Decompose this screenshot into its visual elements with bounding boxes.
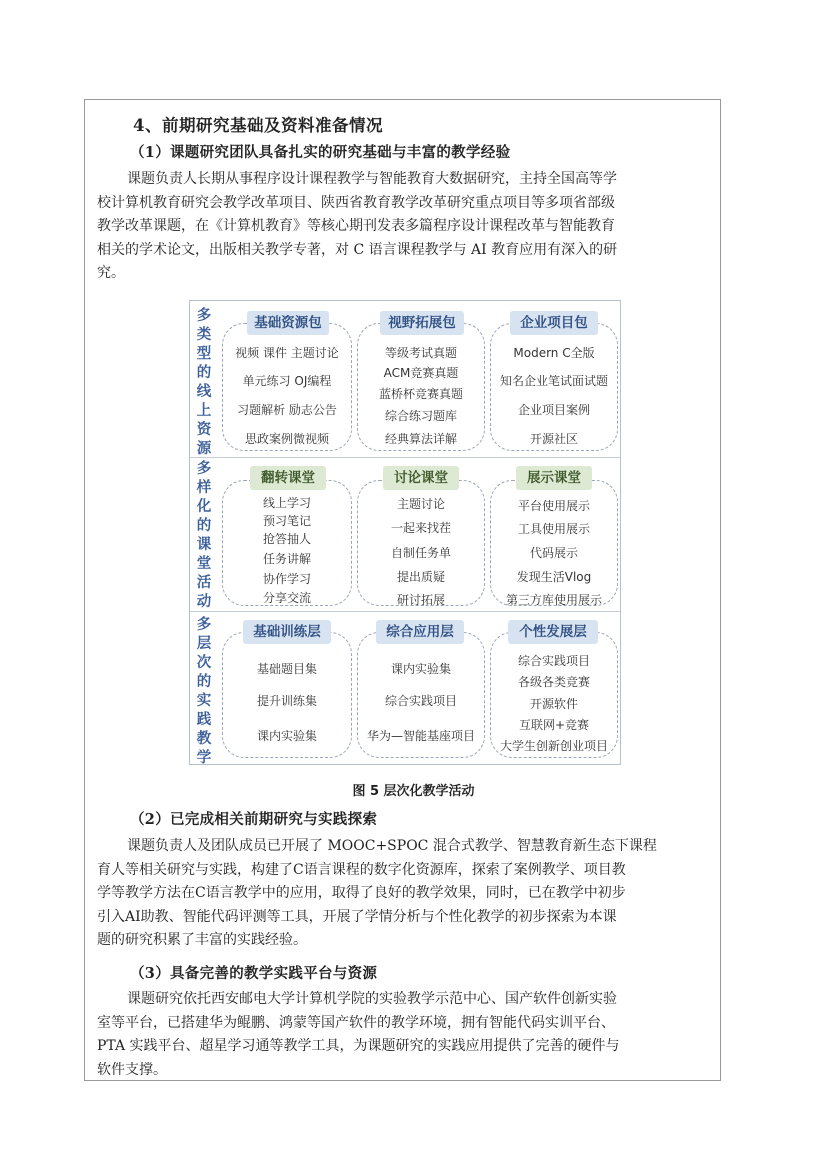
group-item: 知名企业笔试面试题 [499, 374, 608, 388]
paragraph-line: 校计算机教育研究会教学改革项目、陕西省教育教学改革研究重点项目等多项省部级 [97, 194, 615, 211]
group-item: 自制任务单 [390, 546, 451, 560]
group-item: 课内实验集 [390, 662, 451, 676]
subsection-2-title: （2）已完成相关前期研究与实践探索 [130, 811, 378, 828]
subsection-1-paragraph [97, 168, 709, 286]
group-item: 各级各类竞赛 [517, 675, 590, 689]
group-item: 综合实践项目 [384, 694, 457, 708]
paragraph-line: 学等教学方法在C语言教学中的应用，取得了良好的教学效果，同时，已在教学中初步 [97, 885, 626, 902]
group-item: 综合实践项目 [517, 654, 590, 668]
section-title: 4、前期研究基础及资料准备情况 [133, 116, 383, 135]
group-item: 工具使用展示 [517, 522, 590, 536]
group-item: 分享交流 [262, 591, 311, 605]
figure-row-online-resources [190, 301, 620, 457]
group-item: 思政案例微视频 [244, 432, 329, 446]
group-item: 视频 课件 主题讨论 [235, 346, 339, 360]
subsection-3-title: （3）具备完善的教学实践平台与资源 [130, 965, 378, 982]
group-item: 预习笔记 [262, 514, 311, 528]
group-item: 开源社区 [529, 432, 578, 446]
group-item: 蓝桥杯竞赛真题 [378, 387, 463, 401]
group-item: 经典算法详解 [384, 432, 457, 446]
group-title: 讨论课堂 [383, 466, 459, 490]
group-item: 平台使用展示 [517, 499, 590, 513]
group-title: 展示课堂 [516, 466, 592, 490]
group-item: 第三方库使用展示 [505, 593, 602, 607]
group-item: 线上学习 [262, 496, 311, 510]
group-item: 习题解析 励志公告 [237, 403, 337, 417]
group-item: 抢答抽人 [262, 532, 311, 546]
group-item: 企业项目案例 [517, 403, 590, 417]
group-title: 基础训练层 [243, 620, 331, 644]
group-item: 提升训练集 [256, 694, 317, 708]
group-title: 基础资源包 [247, 311, 329, 335]
group-title: 企业项目包 [510, 311, 598, 335]
group-item: 课内实验集 [256, 729, 317, 743]
group-item: 任务讲解 [262, 552, 311, 566]
paragraph-line: 教学改革课题，在《计算机教育》等核心期刊发表多篇程序设计课程改革与智能教育 [97, 218, 615, 235]
group-item: 单元练习 OJ编程 [242, 374, 332, 388]
paragraph-line: 软件支撑。 [97, 1061, 167, 1078]
paragraph-line: PTA 实践平台、超星学习通等教学工具，为课题研究的实践应用提供了完善的硬件与 [97, 1038, 620, 1055]
teaching-activity-figure [189, 300, 621, 765]
group-item: ACM竞赛真题 [383, 366, 459, 380]
paragraph-line: 室等平台，已搭建华为鲲鹏、鸿蒙等国产软件的教学环境，拥有智能代码实训平台、 [97, 1014, 615, 1031]
group-item: 综合练习题库 [384, 409, 457, 423]
group-item: 华为—智能基座项目 [366, 729, 475, 743]
group-item: 发现生活Vlog [516, 570, 592, 584]
paragraph-line: 题的研究积累了丰富的实践经验。 [97, 932, 307, 949]
figure-caption: 图 5 层次化教学活动 [352, 784, 475, 799]
subsection-3-paragraph [97, 988, 709, 1082]
figure-row-practice-teaching [190, 611, 620, 765]
group-item: 一起来找茬 [390, 521, 451, 535]
paragraph-line: 究。 [97, 265, 125, 282]
row-label: 多 样 化 的 课 堂 活 动 [196, 461, 212, 610]
paragraph-line: 育人等相关研究与实践，构建了C语言课程的数字化资源库，探索了案例教学、项目教 [97, 861, 626, 878]
paragraph-line: 引入AI助教、智能代码评测等工具，开展了学情分析与个性化教学的初步探索为本课 [97, 908, 617, 925]
paragraph-line: 课题负责人及团队成员已开展了 MOOC+SPOC 混合式教学、智慧教育新生态下课程 [127, 838, 657, 854]
group-item: 等级考试真题 [384, 346, 457, 360]
subsection-1-title: （1）课题研究团队具备扎实的研究基础与丰富的教学经验 [130, 144, 511, 161]
group-item: 协作学习 [262, 572, 311, 586]
subsection-2-paragraph [97, 835, 709, 953]
group-title: 翻转课堂 [250, 466, 326, 490]
group-item: 主题讨论 [396, 497, 445, 511]
paragraph-line: 课题研究依托西安邮电大学计算机学院的实验教学示范中心、国产软件创新实验 [127, 991, 617, 1007]
group-item: 研讨拓展 [396, 593, 445, 607]
paragraph-line: 课题负责人长期从事程序设计课程教学与智能教育大数据研究，主持全国高等学 [127, 171, 617, 187]
group-item: 开源软件 [529, 697, 578, 711]
group-item: 大学生创新创业项目 [499, 739, 608, 753]
group-item: 提出质疑 [396, 570, 445, 584]
group-item: 代码展示 [529, 546, 578, 560]
figure-row-classroom-activities [190, 457, 620, 612]
row-label: 多 类 型 的 线 上 资 源 [196, 308, 212, 457]
row-label: 多 层 次 的 实 践 教 学 [196, 617, 212, 766]
group-item: Modern C全版 [513, 346, 595, 360]
paragraph-line: 相关的学术论文，出版相关教学专著，对 C 语言课程教学与 AI 教育应用有深入的研 [97, 241, 618, 258]
group-title: 综合应用层 [376, 620, 464, 644]
group-item: 互联网+竞赛 [518, 718, 590, 732]
group-title: 个性发展层 [508, 620, 598, 644]
group-item: 基础题目集 [256, 662, 317, 676]
group-title: 视野拓展包 [380, 311, 464, 335]
